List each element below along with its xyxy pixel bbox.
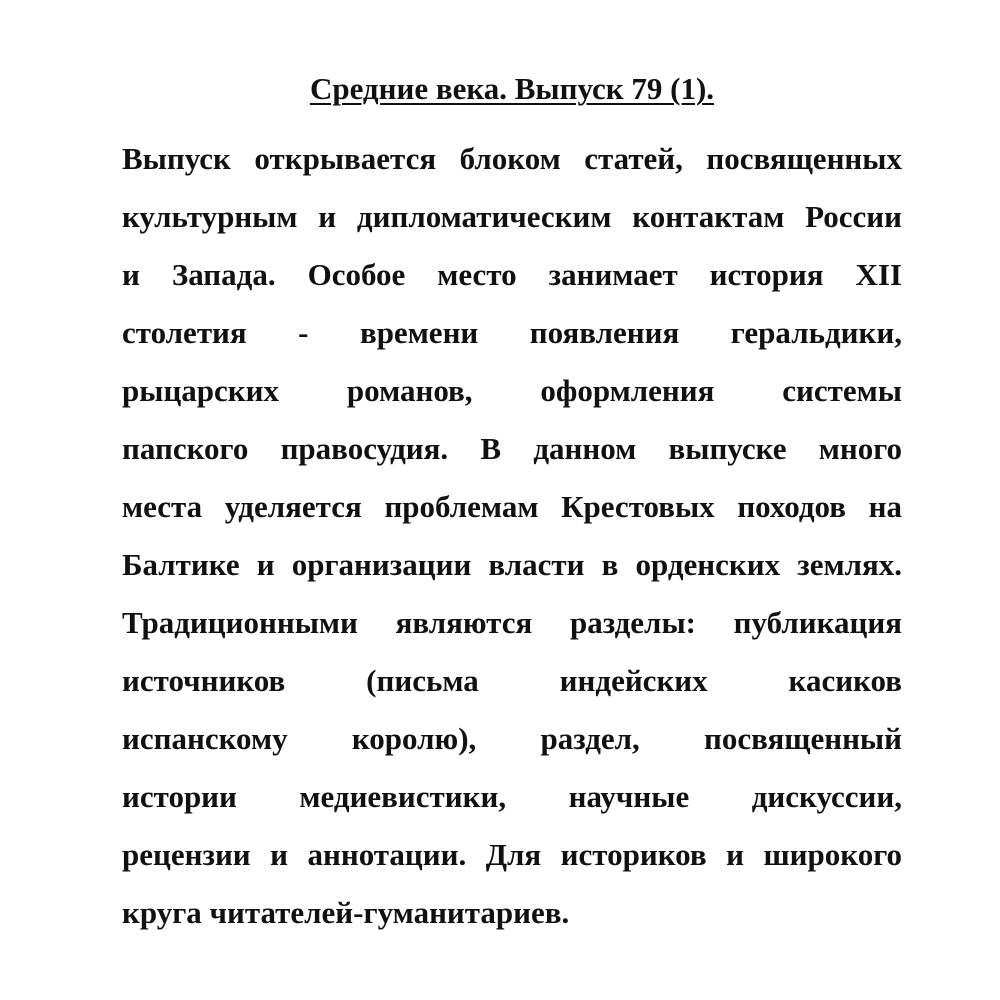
body-line: рыцарских романов, оформления системы <box>122 373 902 408</box>
body-line: папского правосудия. В данном выпуске много <box>122 431 902 466</box>
body-line: и Запада. Особое место занимает история XII <box>122 257 902 292</box>
body-line: места уделяется проблемам Крестовых походов на <box>122 489 902 524</box>
body-line: Балтике и организации власти в орденских землях. <box>122 547 902 582</box>
body-line: культурным и дипломатическим контактам России <box>122 199 902 234</box>
body-line: истории медиевистики, научные дискуссии, <box>122 779 902 814</box>
document-body <box>122 130 902 942</box>
document-title <box>122 0 902 108</box>
body-line: круга читателей-гуманитариев. <box>122 895 570 930</box>
body-line: Выпуск открывается блоком статей, посвященных <box>122 141 902 176</box>
body-line: Традиционными являются разделы: публикация <box>122 605 902 640</box>
body-line: столетия - времени появления геральдики, <box>122 315 902 350</box>
body-line: источников (письма индейских касиков <box>122 663 902 698</box>
body-line: рецензии и аннотации. Для историков и широкого <box>122 837 902 872</box>
title-text: Средние века. Выпуск 79 (1). <box>309 71 715 106</box>
body-line: испанскому королю), раздел, посвященный <box>122 721 902 756</box>
